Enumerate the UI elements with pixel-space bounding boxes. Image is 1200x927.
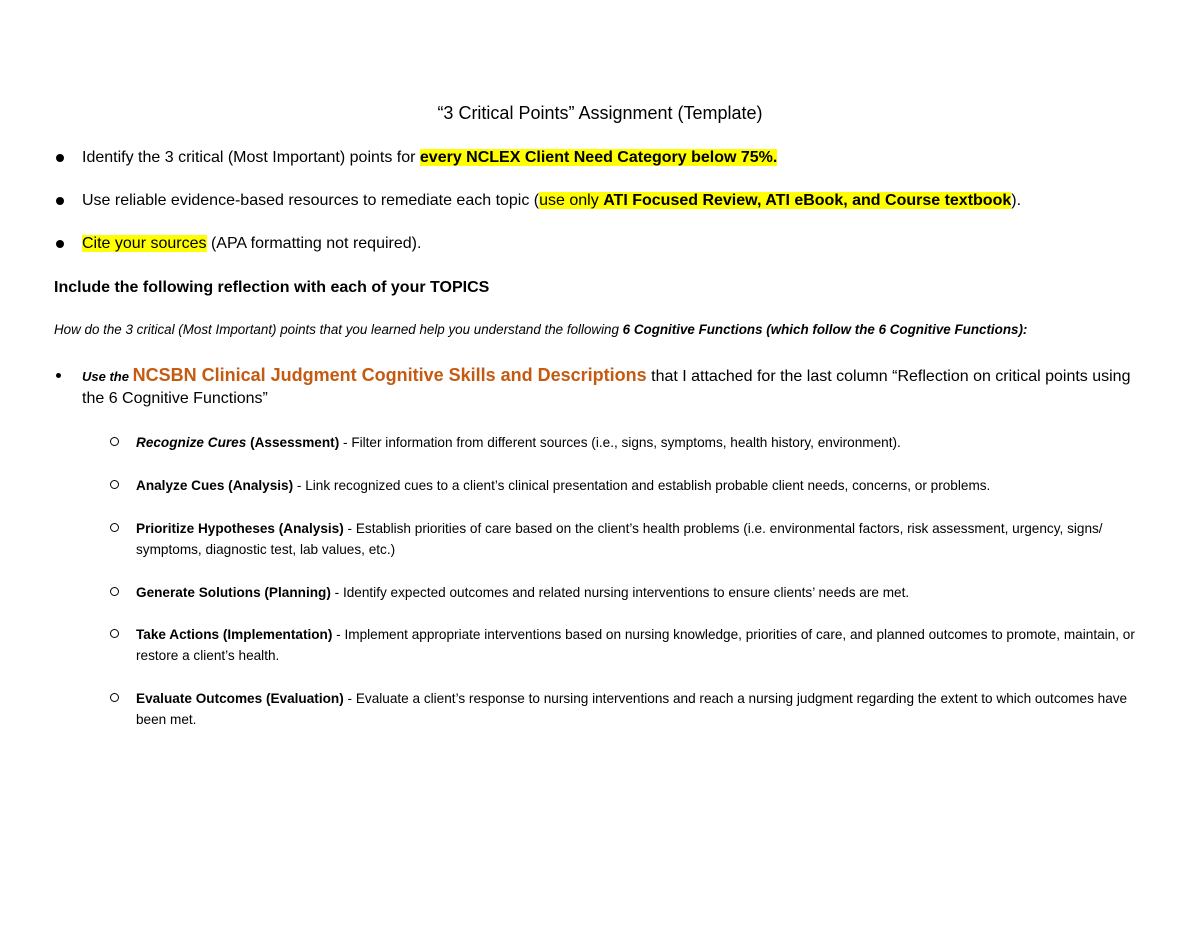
- bullet-dot-icon: [56, 240, 64, 248]
- bullet-dot-icon: [56, 197, 64, 205]
- function-name: Evaluate Outcomes (Evaluation): [136, 691, 344, 706]
- function-name: Analyze Cues (Analysis): [136, 478, 294, 493]
- function-description: - Identify expected outcomes and related nursing interventions to ensure clients’ needs are met.: [330, 585, 910, 600]
- function-description: - Implement appropriate interventions based on nursing knowledge, priorities of care, and planned outcomes to promote, maintain, or restore a client’s health.: [136, 627, 1135, 663]
- bullet-text-end: ).: [1011, 192, 1022, 209]
- bullet-dot-icon: [56, 154, 64, 162]
- function-description: - Establish priorities of care based on the client’s health problems (i.e. environmental factors, risk assessment, urgency, signs/ symptoms, diagnostic test, lab values, etc.): [136, 521, 1103, 557]
- function-description: - Link recognized cues to a client’s clinical presentation and establish probable client needs, concerns, or problems.: [293, 478, 991, 493]
- bullet-text: Use reliable evidence-based resources to remediate each topic (: [82, 192, 540, 209]
- highlighted-bold-text: ATI Focused Review, ATI eBook, and Course textbook: [603, 192, 1012, 209]
- function-name: Take Actions (Implementation): [136, 627, 333, 642]
- hollow-circle-bullet-icon: [110, 693, 119, 702]
- hollow-circle-bullet-icon: [110, 480, 119, 489]
- highlighted-text: Cite your sources: [82, 235, 207, 252]
- hollow-circle-bullet-icon: [110, 629, 119, 638]
- function-description: - Evaluate a client’s response to nursing interventions and reach a nursing judgment regarding the extent to which outcomes have been met.: [136, 691, 1128, 727]
- bullet-dot-icon: [56, 373, 61, 378]
- function-name: Generate Solutions (Planning): [136, 585, 331, 600]
- function-name: Prioritize Hypotheses (Analysis): [136, 521, 344, 536]
- page-title: “3 Critical Points” Assignment (Template): [437, 103, 763, 123]
- function-description: - Filter information from different sources (i.e., signs, symptoms, health history, environment).: [339, 435, 901, 450]
- bullet-text-end: (APA formatting not required).: [206, 235, 422, 252]
- reflection-heading: Include the following reflection with each of your TOPICS: [54, 279, 490, 296]
- function-name-italic: Recognize Cures: [136, 435, 247, 450]
- function-name: (Assessment): [246, 435, 340, 450]
- bullet-text: Identify the 3 critical (Most Important) points for: [82, 149, 420, 166]
- hollow-circle-bullet-icon: [110, 437, 119, 446]
- ncsbn-skills-reference: NCSBN Clinical Judgment Cognitive Skills and Descriptions: [132, 365, 647, 385]
- document-page: “3 Critical Points” Assignment (Template) Identify the 3 critical (Most Important) points for every NCLEX Client Need Category below 75%. Use reliable evidence-based resources to remediate each topic (use only ATI Focused Review, ATI eBook, and Course textbook). Cite your sources (APA formatting not required). Include the following reflection with each of your TOPICS How do the 3 critical (Most Important) points that you learned help you understand the following 6 Cognitive Functions (which follow the 6 Cognitive Functions): Use the NCSBN Clinical Judgment Cognitive Skills and Descriptions that I attached for the last column “Reflection on critical points using the 6 Cognitive Functions” Recognize Cures (Assessment) - Filter information from different sources (i.e., signs, symptoms, health history, environment). Analyze Cues (Analysis) - Link recognized cues to a client’s clinical presentation and establish probable client needs, concerns, or problems. Prioritize Hypotheses (Analysis) - Establish priorities of care based on the client’s health problems (i.e. environmental factors, risk assessment, urgency, signs/ symptoms, diagnostic test, lab values, etc.) Generate Solutions (Planning) - Identify expected outcomes and related nursing interventions to ensure clients’ needs are met. Take Actions (Implementation) - Implement appropriate interventions based on nursing knowledge, priorities of care, and planned outcomes to promote, maintain, or restore a client’s health. Evaluate Outcomes (Evaluation) - Evaluate a client’s response to nursing interventions and reach a nursing judgment regarding the extent to which outcomes have been met.: [0, 0, 1200, 927]
- hollow-circle-bullet-icon: [110, 587, 119, 596]
- hollow-circle-bullet-icon: [110, 523, 119, 532]
- reflection-question: How do the 3 critical (Most Important) points that you learned help you understand the following 6 Cognitive Functions (which follow the 6 Cognitive Functions):: [54, 322, 1028, 337]
- highlighted-text: every NCLEX Client Need Category below 75%.: [419, 149, 778, 166]
- highlighted-text: use only: [539, 192, 604, 209]
